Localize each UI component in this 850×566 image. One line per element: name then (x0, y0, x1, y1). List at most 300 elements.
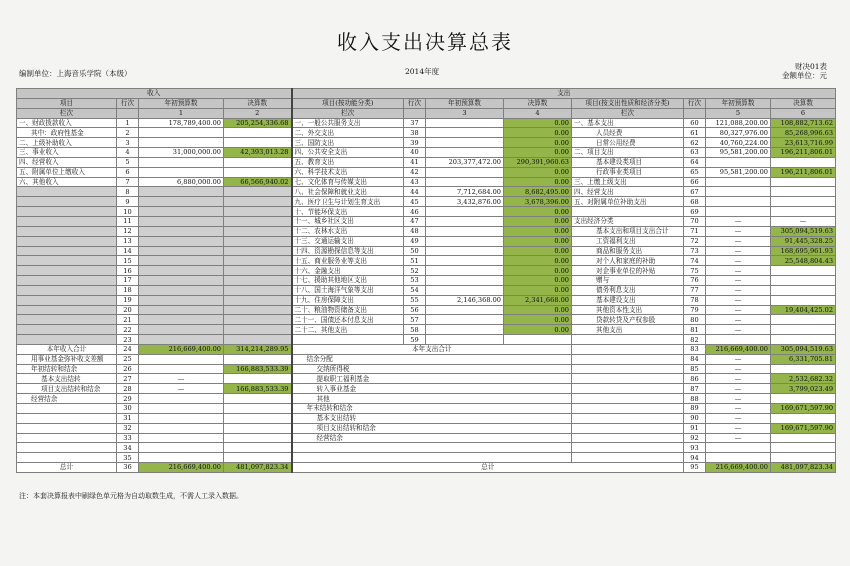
econ-rowno: 78 (684, 295, 706, 305)
table-row (17, 413, 836, 423)
income-final (224, 256, 292, 266)
col-number: 6 (771, 108, 836, 118)
income-final (224, 128, 292, 138)
func-budget (426, 207, 504, 217)
expense-item: 结余分配 (292, 354, 572, 364)
expense-item: 经营结余 (292, 433, 572, 443)
econ-item (572, 344, 684, 354)
report-title: 收入支出决算总表 (337, 30, 513, 54)
econ-rowno: 61 (684, 128, 706, 138)
econ-item: 三、上缴上级支出 (572, 177, 684, 187)
func-budget (426, 148, 504, 158)
econ-final: 85,268,996.63 (771, 128, 836, 138)
func-budget (426, 246, 504, 256)
func-final: 0.00 (504, 207, 572, 217)
income-rowno: 21 (117, 315, 139, 325)
income-budget (139, 266, 224, 276)
func-item: 十九、住房保障支出 (292, 295, 404, 305)
income-rowno: 1 (117, 118, 139, 128)
table-row (17, 335, 836, 345)
econ-budget: — (706, 246, 771, 256)
income-budget (139, 276, 224, 286)
col-final: 决算数 (504, 98, 572, 108)
func-budget (426, 128, 504, 138)
col-number: 2 (224, 108, 292, 118)
income-item: 六、其他收入 (17, 177, 117, 187)
income-final (224, 216, 292, 226)
table-row (17, 295, 836, 305)
col-budget: 年初预算数 (139, 98, 224, 108)
table-row (17, 187, 836, 197)
func-rowno: 38 (404, 128, 426, 138)
income-item (17, 246, 117, 256)
func-final (504, 335, 572, 345)
func-rowno: 58 (404, 325, 426, 335)
func-rowno: 51 (404, 256, 426, 266)
col-econ-item: 项目(按支出性质和经济分类) (572, 98, 684, 108)
econ-item: 其他支出 (572, 325, 684, 335)
table-row (17, 226, 836, 236)
econ-budget (706, 453, 771, 463)
func-item: 十二、农林水支出 (292, 226, 404, 236)
table-row (17, 433, 836, 443)
econ-rowno: 60 (684, 118, 706, 128)
econ-final: 305,094,519.63 (771, 226, 836, 236)
func-rowno: 41 (404, 157, 426, 167)
econ-item (572, 453, 684, 463)
econ-budget: 216,669,400.00 (706, 344, 771, 354)
econ-item (572, 374, 684, 384)
table-row (17, 315, 836, 325)
income-final (224, 453, 292, 463)
col-number (684, 108, 706, 118)
table-row (17, 443, 836, 453)
func-item: 十六、金融支出 (292, 266, 404, 276)
func-budget (426, 118, 504, 128)
func-item: 四、公共安全支出 (292, 148, 404, 158)
income-rowno: 24 (117, 344, 139, 354)
income-item (17, 187, 117, 197)
econ-budget: — (706, 423, 771, 433)
econ-final: 108,882,713.62 (771, 118, 836, 128)
income-final: 481,097,823.34 (224, 463, 292, 473)
econ-rowno: 91 (684, 423, 706, 433)
income-item: 本年收入合计 (17, 344, 117, 354)
income-final (224, 335, 292, 345)
income-item: 二、上级补助收入 (17, 138, 117, 148)
income-rowno: 17 (117, 276, 139, 286)
income-item: 年初结转和结余 (17, 364, 117, 374)
footnote: 注：本套决算报表中刷绿色单元格为自动取数生成，不需人工录入数据。 (19, 492, 243, 500)
func-rowno: 37 (404, 118, 426, 128)
income-item (17, 276, 117, 286)
econ-item: 五、对附属单位补助支出 (572, 197, 684, 207)
func-final: 2,341,668.00 (504, 295, 572, 305)
table-row (17, 246, 836, 256)
table-row (17, 138, 836, 148)
econ-item (572, 433, 684, 443)
income-rowno: 15 (117, 256, 139, 266)
col-rowno: 行次 (404, 98, 426, 108)
econ-rowno: 86 (684, 374, 706, 384)
col-final: 决算数 (224, 98, 292, 108)
func-item: 七、文化体育与传媒支出 (292, 177, 404, 187)
econ-final: 19,404,425.02 (771, 305, 836, 315)
income-final (224, 207, 292, 217)
expense-item (292, 453, 572, 463)
income-rowno: 6 (117, 167, 139, 177)
econ-final: 91,445,328.25 (771, 236, 836, 246)
func-item (292, 335, 404, 345)
income-final: 42,393,013.28 (224, 148, 292, 158)
amount-unit: 金额单位：元 (782, 71, 827, 80)
econ-item: 债务利息支出 (572, 285, 684, 295)
econ-budget: — (706, 226, 771, 236)
econ-item (572, 207, 684, 217)
income-final (224, 423, 292, 433)
econ-budget (706, 157, 771, 167)
col-item: 项目 (17, 98, 117, 108)
econ-rowno: 71 (684, 226, 706, 236)
func-budget (426, 138, 504, 148)
econ-item (572, 413, 684, 423)
func-rowno: 50 (404, 246, 426, 256)
table-row (17, 344, 836, 354)
econ-budget (706, 207, 771, 217)
expense-item: 转入事业基金 (292, 384, 572, 394)
income-item (17, 266, 117, 276)
income-rowno: 16 (117, 266, 139, 276)
econ-item: 人员经费 (572, 128, 684, 138)
income-item (17, 305, 117, 315)
econ-rowno: 74 (684, 256, 706, 266)
col-number-label: 栏次 (292, 108, 404, 118)
income-item: 其中：政府性基金 (17, 128, 117, 138)
income-budget: 216,669,400.00 (139, 344, 224, 354)
func-rowno: 39 (404, 138, 426, 148)
func-rowno: 48 (404, 226, 426, 236)
func-rowno: 44 (404, 187, 426, 197)
econ-rowno: 64 (684, 157, 706, 167)
econ-rowno: 70 (684, 216, 706, 226)
econ-rowno: 62 (684, 138, 706, 148)
table-row (17, 216, 836, 226)
econ-final: 196,211,806.01 (771, 148, 836, 158)
econ-final: 196,211,806.01 (771, 167, 836, 177)
income-rowno: 34 (117, 443, 139, 453)
econ-rowno: 72 (684, 236, 706, 246)
income-item: 经营结余 (17, 394, 117, 404)
econ-rowno: 95 (684, 463, 706, 473)
func-rowno: 45 (404, 197, 426, 207)
econ-final: 23,613,716.99 (771, 138, 836, 148)
func-item: 二、外交支出 (292, 128, 404, 138)
econ-budget: — (706, 413, 771, 423)
func-final: 0.00 (504, 276, 572, 286)
func-item: 二十二、其他支出 (292, 325, 404, 335)
func-item: 二十一、国债还本付息支出 (292, 315, 404, 325)
income-budget: 31,000,000.00 (139, 148, 224, 158)
func-budget: 2,146,368.00 (426, 295, 504, 305)
func-budget: 7,712,684.00 (426, 187, 504, 197)
income-budget (139, 443, 224, 453)
income-final (224, 167, 292, 177)
col-number-label: 栏次 (572, 108, 684, 118)
table-row (17, 394, 836, 404)
income-budget (139, 325, 224, 335)
income-final: 314,214,289.95 (224, 344, 292, 354)
econ-rowno: 69 (684, 207, 706, 217)
section-header-row (17, 89, 836, 99)
func-budget (426, 167, 504, 177)
income-budget (139, 256, 224, 266)
expense-item: 提取职工福利基金 (292, 374, 572, 384)
col-final: 决算数 (771, 98, 836, 108)
income-final: 166,883,533.39 (224, 384, 292, 394)
table-row (17, 354, 836, 364)
table-row (17, 285, 836, 295)
income-budget (139, 433, 224, 443)
econ-rowno: 77 (684, 285, 706, 295)
income-budget (139, 453, 224, 463)
income-final (224, 197, 292, 207)
table-row (17, 364, 836, 374)
income-item (17, 433, 117, 443)
econ-budget: — (706, 236, 771, 246)
econ-final (771, 157, 836, 167)
econ-item: 支出经济分类 (572, 216, 684, 226)
econ-item: 四、经营支出 (572, 187, 684, 197)
income-budget (139, 216, 224, 226)
econ-rowno: 84 (684, 354, 706, 364)
econ-item: 基本建设类项目 (572, 157, 684, 167)
econ-final (771, 187, 836, 197)
func-item: 九、医疗卫生与计划生育支出 (292, 197, 404, 207)
econ-rowno: 65 (684, 167, 706, 177)
income-item (17, 335, 117, 345)
income-budget (139, 354, 224, 364)
econ-item (572, 404, 684, 414)
econ-final (771, 177, 836, 187)
func-item: 八、社会保障和就业支出 (292, 187, 404, 197)
income-rowno: 8 (117, 187, 139, 197)
func-budget (426, 266, 504, 276)
income-final (224, 157, 292, 167)
income-rowno: 3 (117, 138, 139, 148)
income-final (224, 266, 292, 276)
func-final: 0.00 (504, 138, 572, 148)
func-final: 0.00 (504, 148, 572, 158)
func-final: 0.00 (504, 236, 572, 246)
income-final: 66,566,940.02 (224, 177, 292, 187)
expense-item: 其他 (292, 394, 572, 404)
income-budget (139, 157, 224, 167)
econ-final (771, 433, 836, 443)
col-number: 3 (426, 108, 504, 118)
econ-budget (706, 335, 771, 345)
econ-rowno: 94 (684, 453, 706, 463)
econ-budget: — (706, 285, 771, 295)
econ-rowno: 79 (684, 305, 706, 315)
income-budget (139, 226, 224, 236)
income-budget (139, 285, 224, 295)
income-budget (139, 364, 224, 374)
econ-budget: — (706, 305, 771, 315)
income-rowno: 36 (117, 463, 139, 473)
income-rowno: 18 (117, 285, 139, 295)
col-number: 5 (706, 108, 771, 118)
econ-final (771, 207, 836, 217)
func-final: 0.00 (504, 305, 572, 315)
econ-final (771, 453, 836, 463)
table-row (17, 453, 836, 463)
income-budget (139, 404, 224, 414)
econ-final (771, 394, 836, 404)
income-rowno: 33 (117, 433, 139, 443)
income-budget (139, 315, 224, 325)
income-budget (139, 413, 224, 423)
income-item (17, 404, 117, 414)
income-budget: 216,669,400.00 (139, 463, 224, 473)
func-budget (426, 216, 504, 226)
econ-budget: — (706, 394, 771, 404)
income-final (224, 433, 292, 443)
func-item: 三、国防支出 (292, 138, 404, 148)
econ-rowno: 93 (684, 443, 706, 453)
table-row (17, 167, 836, 177)
econ-final: 6,331,705.81 (771, 354, 836, 364)
func-item: 十四、资源勘探信息等支出 (292, 246, 404, 256)
table-row (17, 325, 836, 335)
func-item: 二十、粮油物资储备支出 (292, 305, 404, 315)
func-rowno: 57 (404, 315, 426, 325)
income-item (17, 216, 117, 226)
econ-item: 基本建设支出 (572, 295, 684, 305)
income-item: 项目支出结转和结余 (17, 384, 117, 394)
econ-budget: 95,581,200.00 (706, 148, 771, 158)
income-rowno: 25 (117, 354, 139, 364)
func-item: 十八、国土海洋气象等支出 (292, 285, 404, 295)
econ-item: 日常公用经费 (572, 138, 684, 148)
econ-rowno: 75 (684, 266, 706, 276)
econ-rowno: 73 (684, 246, 706, 256)
income-item: 用事业基金弥补收支差额 (17, 354, 117, 364)
income-rowno: 10 (117, 207, 139, 217)
col-number: 1 (139, 108, 224, 118)
income-item (17, 197, 117, 207)
func-final: 8,682,495.00 (504, 187, 572, 197)
func-final: 3,678,396.00 (504, 197, 572, 207)
func-budget (426, 305, 504, 315)
income-budget (139, 128, 224, 138)
econ-final: 2,532,682.32 (771, 374, 836, 384)
col-budget: 年初预算数 (706, 98, 771, 108)
func-item: 十五、商业服务业等支出 (292, 256, 404, 266)
econ-item: 赠与 (572, 276, 684, 286)
expense-section-header: 支出 (292, 89, 836, 99)
income-budget (139, 138, 224, 148)
econ-budget: 121,088,200.00 (706, 118, 771, 128)
table-row (17, 148, 836, 158)
income-final (224, 354, 292, 364)
expense-item: 年末结转和结余 (292, 404, 572, 414)
income-rowno: 20 (117, 305, 139, 315)
grand-total-label: 总计 (292, 463, 684, 473)
econ-item: 其他资本性支出 (572, 305, 684, 315)
income-budget: 6,880,000.00 (139, 177, 224, 187)
income-budget (139, 246, 224, 256)
income-final: 205,254,336.68 (224, 118, 292, 128)
income-rowno: 29 (117, 394, 139, 404)
income-rowno: 12 (117, 226, 139, 236)
econ-final (771, 276, 836, 286)
income-item (17, 236, 117, 246)
func-rowno: 55 (404, 295, 426, 305)
func-final: 0.00 (504, 315, 572, 325)
col-rowno: 行次 (117, 98, 139, 108)
econ-rowno: 92 (684, 433, 706, 443)
econ-final (771, 315, 836, 325)
income-budget: — (139, 384, 224, 394)
income-budget (139, 423, 224, 433)
econ-budget (706, 187, 771, 197)
income-budget (139, 236, 224, 246)
econ-budget: — (706, 266, 771, 276)
func-rowno: 42 (404, 167, 426, 177)
func-budget (426, 256, 504, 266)
econ-final (771, 335, 836, 345)
income-item (17, 453, 117, 463)
econ-budget (706, 443, 771, 453)
func-final: 0.00 (504, 226, 572, 236)
econ-item: 对企事业单位的补贴 (572, 266, 684, 276)
compiling-unit: 编制单位：上海音乐学院（本级） (19, 69, 132, 78)
func-final: 0.00 (504, 128, 572, 138)
econ-budget: 40,760,224.00 (706, 138, 771, 148)
econ-item (572, 384, 684, 394)
income-rowno: 13 (117, 236, 139, 246)
econ-rowno: 89 (684, 404, 706, 414)
expense-item: 交纳所得税 (292, 364, 572, 374)
econ-final (771, 295, 836, 305)
econ-budget: 216,669,400.00 (706, 463, 771, 473)
econ-item: 二、项目支出 (572, 148, 684, 158)
table-row (17, 118, 836, 128)
econ-final: — (771, 216, 836, 226)
grand-total-row (17, 463, 836, 473)
income-item (17, 423, 117, 433)
func-budget (426, 177, 504, 187)
econ-rowno: 68 (684, 197, 706, 207)
func-final: 0.00 (504, 256, 572, 266)
table-row (17, 404, 836, 414)
econ-budget: — (706, 325, 771, 335)
func-item: 十三、交通运输支出 (292, 236, 404, 246)
expense-item: 基本支出结转 (292, 413, 572, 423)
table-row (17, 374, 836, 384)
expense-total-label: 本年支出合计 (292, 344, 572, 354)
func-budget: 203,377,472.00 (426, 157, 504, 167)
income-final (224, 325, 292, 335)
income-final (224, 443, 292, 453)
income-rowno: 31 (117, 413, 139, 423)
econ-item (572, 423, 684, 433)
income-budget (139, 335, 224, 345)
econ-rowno: 81 (684, 325, 706, 335)
econ-budget: — (706, 384, 771, 394)
func-final: 0.00 (504, 246, 572, 256)
econ-final (771, 443, 836, 453)
